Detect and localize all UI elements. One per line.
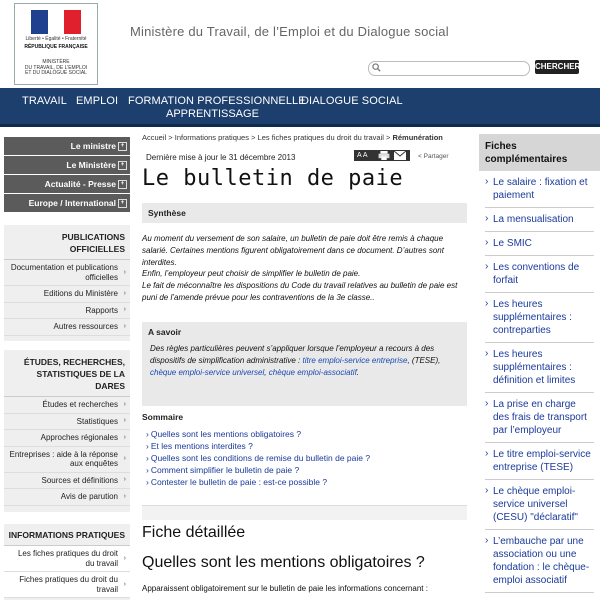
related-item[interactable]: › L’embauche par une association ou une fondation : le chèque-emploi associatif (485, 530, 594, 593)
sommaire-item[interactable]: › Quelles sont les mentions obligatoires ? (146, 429, 370, 441)
logo-motto: Liberté • Égalité • Fraternité (25, 36, 87, 42)
related-item[interactable]: › Les conventions de forfait (485, 256, 594, 293)
etudes-title: ÉTUDES, RECHERCHES, STATISTIQUES DE LA DARES (4, 350, 130, 397)
publication-item[interactable]: Documentation et publications officielles › (4, 260, 130, 286)
sommaire-item[interactable]: › Contester le bulletin de paie : est-ce possible ? (146, 477, 370, 489)
publication-item[interactable]: Editions du Ministère › (4, 286, 130, 303)
plus-icon: + (118, 142, 127, 151)
sommaire-title: Sommaire (142, 412, 184, 422)
search-button[interactable]: CHERCHER (535, 60, 579, 74)
arrow-icon: › (123, 492, 126, 500)
infos-item[interactable]: Fiches pratiques du droit du travail › (4, 572, 130, 598)
plus-icon: + (118, 180, 127, 189)
menu-europe[interactable]: Europe / International + (4, 194, 130, 212)
etudes-item[interactable]: Approches régionales › (4, 430, 130, 447)
share-icon: < (418, 153, 422, 160)
arrow-icon: › (123, 433, 126, 441)
infos-item[interactable]: Les fiches pratiques du droit du travail › (4, 546, 130, 572)
link-tese[interactable]: titre emploi-service entreprise (302, 355, 408, 365)
breadcrumb-accueil[interactable]: Accueil (142, 133, 167, 142)
related-item[interactable]: › Le titre emploi-service entreprise (TESE) (485, 443, 594, 480)
section-text: Apparaissent obligatoirement sur le bulletin de paie les informations concernant : (142, 584, 428, 593)
related-item[interactable]: › Les heures supplémentaires : définition et limites (485, 343, 594, 393)
arrow-icon: › (123, 554, 126, 562)
related-item[interactable]: › Le chèque emploi-service universel (CESU) "déclaratif" (485, 480, 594, 530)
arrow-icon: › (123, 268, 126, 276)
breadcrumb-sep: > (251, 133, 256, 142)
plus-icon: + (118, 199, 127, 208)
breadcrumb-fiches[interactable]: Les fiches pratiques du droit du travail (257, 133, 384, 142)
link-cesu[interactable]: chèque emploi-service universel (150, 367, 265, 377)
fiche-detaillee-heading: Fiche détaillée (142, 524, 246, 541)
left-menu (4, 137, 130, 213)
nav-formation[interactable]: FORMATION PROFESSIONNELLE (128, 95, 306, 107)
related-sheets (479, 134, 600, 600)
arrow-icon: › (123, 322, 126, 330)
link-cea[interactable]: chèque emploi-associatif (268, 367, 357, 377)
infos-box (4, 524, 130, 600)
nav-emploi[interactable]: EMPLOI (76, 95, 119, 107)
related-title: Fiches complémentaires (479, 134, 600, 171)
menu-le-ministre[interactable]: Le ministre + (4, 137, 130, 155)
font-size-button[interactable]: A A (357, 152, 368, 159)
site-title[interactable]: Ministère du Travail, de l’Emploi et du Dialogue social (130, 24, 449, 39)
arrow-icon: › (123, 400, 126, 408)
sommaire-list (146, 429, 370, 489)
page-tools (354, 150, 410, 161)
etudes-item[interactable]: Statistiques › (4, 414, 130, 431)
etudes-item[interactable]: Entreprises : aide à la réponse aux enquêtes › (4, 447, 130, 473)
sommaire-item[interactable]: › Comment simplifier le bulletin de paie ? (146, 465, 370, 477)
publication-item[interactable]: Rapports › (4, 303, 130, 320)
nav-travail[interactable]: TRAVAIL (22, 95, 67, 107)
related-item[interactable]: › Le salaire : fixation et paiement (485, 171, 594, 208)
etudes-item[interactable]: Avis de parution › (4, 489, 130, 506)
publication-item[interactable]: Autres ressources › (4, 319, 130, 336)
sommaire-item[interactable]: › Et les mentions interdites ? (146, 441, 370, 453)
nav-dialogue[interactable]: DIALOGUE SOCIAL (301, 95, 403, 107)
divider (142, 505, 467, 520)
menu-le-ministere[interactable]: Le Ministère + (4, 156, 130, 174)
breadcrumb-infos[interactable]: Informations pratiques (174, 133, 249, 142)
synthese-header: Synthèse (142, 203, 467, 223)
arrow-icon: › (123, 306, 126, 314)
publications-box (4, 225, 130, 341)
logo-republic: RÉPUBLIQUE FRANÇAISE (24, 44, 88, 50)
related-item[interactable]: › Les heures supplémentaires : contreparties (485, 293, 594, 343)
page-title: Le bulletin de paie (142, 166, 404, 191)
arrow-icon: › (123, 417, 126, 425)
arrow-icon: › (123, 580, 126, 588)
nav-apprentissage[interactable]: APPRENTISSAGE (166, 108, 259, 120)
related-item[interactable]: › La prise en charge des frais de transport par l’employeur (485, 393, 594, 443)
infos-title: INFORMATIONS PRATIQUES (4, 524, 130, 546)
publications-title: PUBLICATIONS OFFICIELLES (4, 225, 130, 260)
related-item[interactable]: › Le SMIC (485, 232, 594, 256)
intro-text: Au moment du versement de son salaire, un bulletin de paie doit être remis à chaque salarié. Certaines mentions figurent obligatoirement dans ce document. D’autres sont interdites. Enfin, l’employeur peut choisir de simplifier le bulletin de paie. Le fait de méconnaître les dispositions du Code du travail relatives au bulletin de paie est puni de l’amende prévue pour les contraventions de la 3e classe.. (142, 234, 458, 302)
etudes-item[interactable]: Sources et définitions › (4, 473, 130, 490)
last-updated: Dernière mise à jour le 31 décembre 2013 (146, 153, 296, 162)
arrow-icon: › (123, 289, 126, 297)
arrow-icon: › (123, 455, 126, 462)
breadcrumb-sep: > (168, 133, 173, 142)
marianne-logo[interactable] (14, 3, 98, 85)
etudes-item[interactable]: Études et recherches › (4, 397, 130, 414)
flag-icon (31, 10, 81, 34)
arrow-icon: › (123, 476, 126, 484)
plus-icon: + (118, 161, 127, 170)
mail-icon[interactable] (394, 151, 406, 160)
main-nav (0, 88, 600, 127)
section-heading: Quelles sont les mentions obligatoires ? (142, 554, 425, 571)
print-icon[interactable] (378, 151, 390, 160)
sommaire-item[interactable]: › Quelles sont les conditions de remise du bulletin de paie ? (146, 453, 370, 465)
etudes-box (4, 350, 130, 512)
a-savoir-text: Des règles particulières peuvent s’appliquer lorsque l’employeur a recours à des dispositifs de simplification administrative : titre emploi-service entreprise, (TESE), chèque emploi-service universel, chèque emploi-associatif. (150, 344, 441, 377)
search-icon (372, 63, 381, 72)
a-savoir-title: A savoir (148, 327, 182, 337)
breadcrumb-sep: > (385, 133, 391, 142)
breadcrumb (142, 133, 443, 142)
share-button[interactable]: < Partager (418, 153, 449, 160)
header (0, 0, 600, 88)
menu-actualite[interactable]: Actualité - Presse + (4, 175, 130, 193)
related-item[interactable]: › La mensualisation (485, 208, 594, 232)
logo-ministry: MINISTÈRE DU TRAVAIL, DE L’EMPLOI ET DU DIALOGUE SOCIAL (24, 59, 88, 77)
breadcrumb-current: Rémunération (392, 133, 443, 142)
search-input[interactable] (368, 61, 530, 76)
a-savoir-box (142, 322, 467, 406)
